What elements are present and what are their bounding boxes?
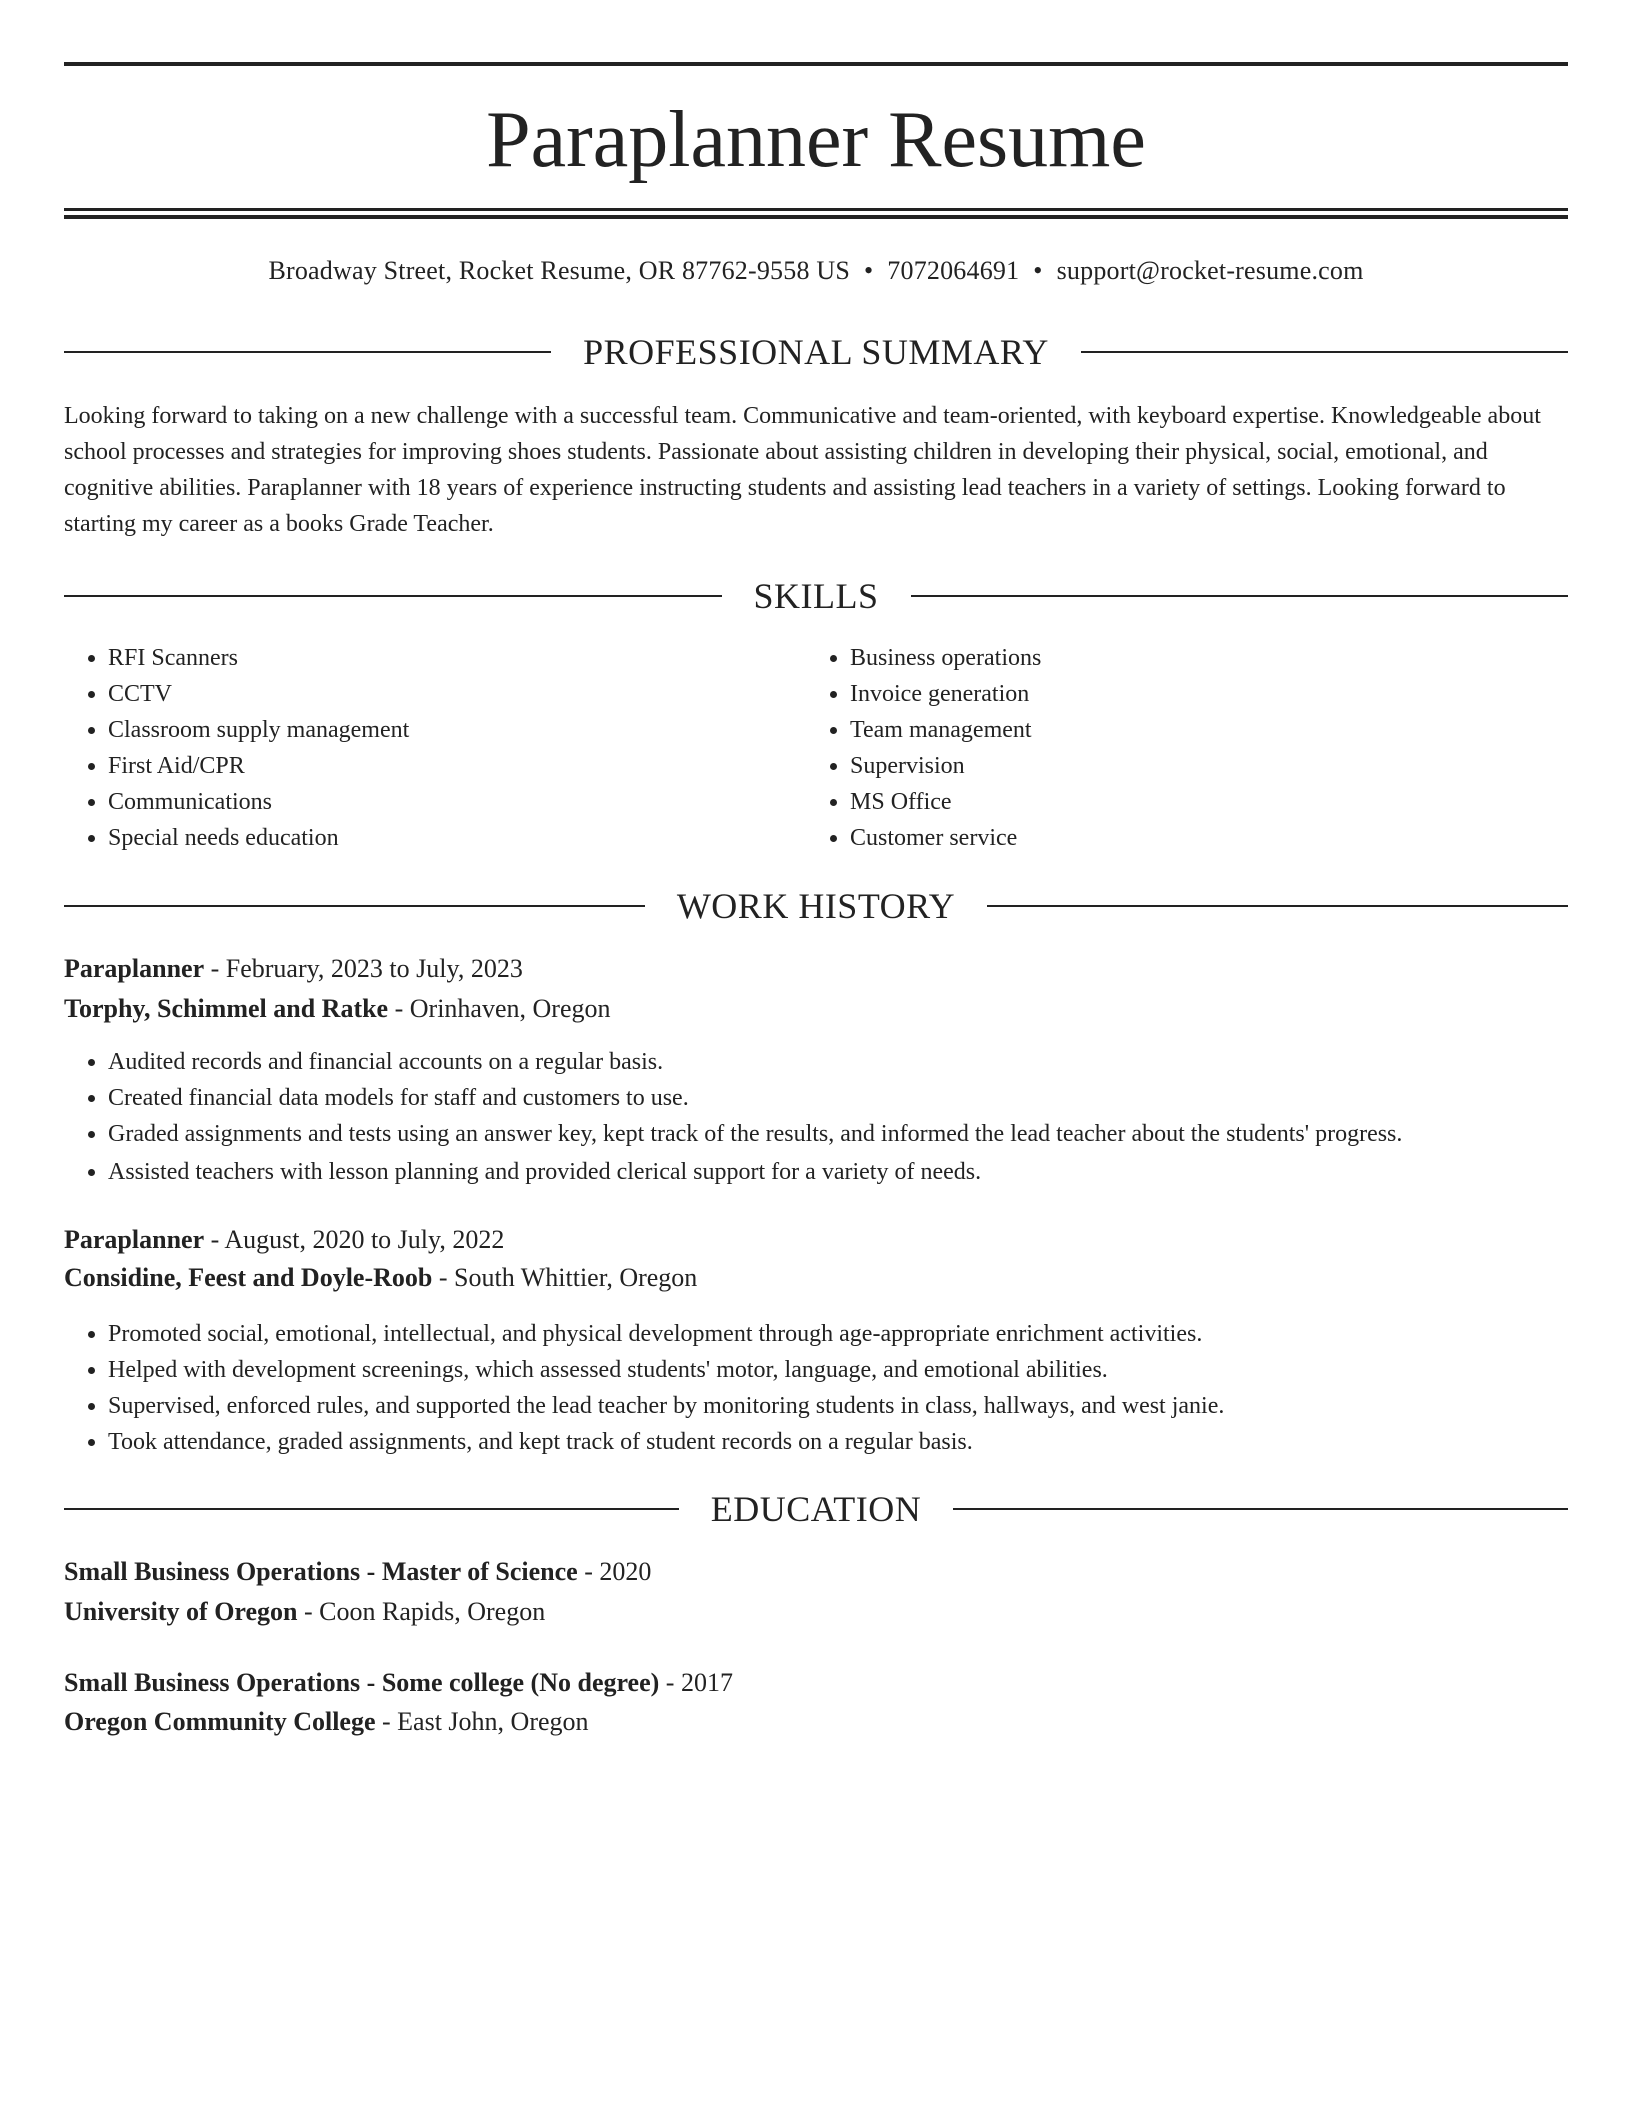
job-location: - South Whittier, Oregon (432, 1263, 698, 1292)
skill-item: • CCTV (108, 676, 804, 712)
education-degree: Small Business Operations - Some college (No degree) (64, 1668, 660, 1697)
skill-item: • Special needs education (108, 820, 804, 856)
education-degree: Small Business Operations - Master of Science (64, 1557, 578, 1586)
section-heading-label: PROFESSIONAL SUMMARY (583, 332, 1049, 372)
skill-item: • Classroom supply management (108, 712, 804, 748)
section-heading-skills (64, 574, 1568, 618)
job-duty-item: • Supervised, enforced rules, and supported the lead teacher by monitoring students in class, hallways, and west janie. (108, 1388, 1568, 1424)
job-duties-list (64, 1044, 1568, 1190)
section-heading-label: WORK HISTORY (676, 886, 956, 926)
job-title-line (64, 950, 1568, 988)
job-dates: - August, 2020 to July, 2022 (204, 1225, 505, 1254)
heading-rule-left (64, 595, 722, 597)
title-rule-lower (64, 215, 1568, 219)
skill-item: • MS Office (850, 784, 1546, 820)
job-dates: - February, 2023 to July, 2023 (204, 954, 523, 983)
education-location: - Coon Rapids, Oregon (297, 1597, 546, 1626)
job-company-line (64, 1259, 1568, 1297)
skill-item: • Team management (850, 712, 1546, 748)
contact-address: Broadway Street, Rocket Resume, OR 87762-9558 US (268, 256, 850, 285)
job-title: Paraplanner (64, 954, 205, 983)
skill-item: • Business operations (850, 640, 1546, 676)
job-duty-item: • Audited records and financial accounts on a regular basis. (108, 1044, 1568, 1080)
skills-list-left (64, 640, 804, 856)
education-year: - 2020 (577, 1557, 652, 1586)
skill-item: • Invoice generation (850, 676, 1546, 712)
contact-email: support@rocket-resume.com (1056, 256, 1364, 285)
heading-rule-right (911, 595, 1569, 597)
job-duties (64, 1044, 1568, 1190)
education-school-line (64, 1703, 1568, 1741)
skills-column-right (806, 640, 1546, 856)
education-year: - 2017 (659, 1668, 733, 1697)
education-degree-line (64, 1664, 1568, 1702)
education-degree-line (64, 1553, 1568, 1591)
job-company: Torphy, Schimmel and Ratke (64, 994, 389, 1023)
section-heading-education (64, 1487, 1568, 1531)
summary-text: Looking forward to taking on a new challenge with a successful team. Communicative and team-oriented, with keyboard expertise. Knowledgeable about school processes and strategies for improving shoes students. Passionate about assisting children in developing their physical, social, emotional, and cognitive abilities. Paraplanner with 18 years of experience instructing students and assisting lead teachers in a variety of settings. Looking forward to starting my career as a books Grade Teacher. (64, 403, 1541, 537)
heading-rule-left (64, 1508, 679, 1510)
skill-item: • Customer service (850, 820, 1546, 856)
job-duty-item: • Assisted teachers with lesson planning and provided clerical support for a variety of needs. (108, 1154, 1568, 1190)
section-heading-work-history (64, 884, 1568, 928)
section-heading-label: SKILLS (753, 576, 879, 616)
job-location: - Orinhaven, Oregon (388, 994, 611, 1023)
job-duty-item: • Created financial data models for staff and customers to use. (108, 1080, 1568, 1116)
job-duty-item: • Helped with development screenings, which assessed students' motor, language, and emotional abilities. (108, 1352, 1568, 1388)
skill-item: • Supervision (850, 748, 1546, 784)
heading-rule-right (1081, 351, 1568, 353)
skill-item: • First Aid/CPR (108, 748, 804, 784)
job-duty-item: • Graded assignments and tests using an answer key, kept track of the results, and informed the lead teacher about the students' progress. (108, 1116, 1568, 1152)
contact-separator: • (863, 256, 874, 285)
skill-item: • RFI Scanners (108, 640, 804, 676)
contact-separator: • (1033, 256, 1043, 285)
heading-rule-left (64, 351, 551, 353)
education-school: University of Oregon (64, 1597, 298, 1626)
job-company-line (64, 990, 1568, 1028)
job-title: Paraplanner (64, 1225, 205, 1254)
contact-line (64, 253, 1568, 289)
title-rule-upper (64, 208, 1568, 211)
education-school: Oregon Community College (64, 1707, 376, 1736)
heading-rule-right (953, 1508, 1568, 1510)
heading-rule-right (987, 905, 1568, 907)
heading-rule-left (64, 905, 645, 907)
contact-phone: 7072064691 (887, 256, 1020, 285)
job-company: Considine, Feest and Doyle-Roob (64, 1263, 433, 1292)
job-duties (64, 1316, 1568, 1460)
section-heading-label: EDUCATION (710, 1489, 922, 1529)
job-duty-item: • Took attendance, graded assignments, and kept track of student records on a regular basis. (108, 1424, 1568, 1460)
education-location: - East John, Oregon (375, 1707, 589, 1736)
skill-item: • Communications (108, 784, 804, 820)
job-duty-item: • Promoted social, emotional, intellectual, and physical development through age-appropriate enrichment activities. (108, 1316, 1568, 1352)
job-duties-list (64, 1316, 1568, 1460)
page-title: Paraplanner Resume (486, 96, 1146, 184)
top-rule (64, 62, 1568, 66)
education-school-line (64, 1593, 1568, 1631)
job-title-line (64, 1221, 1568, 1259)
skills-list-right (806, 640, 1546, 856)
skills-column-left (64, 640, 804, 856)
section-heading-summary (64, 330, 1568, 374)
